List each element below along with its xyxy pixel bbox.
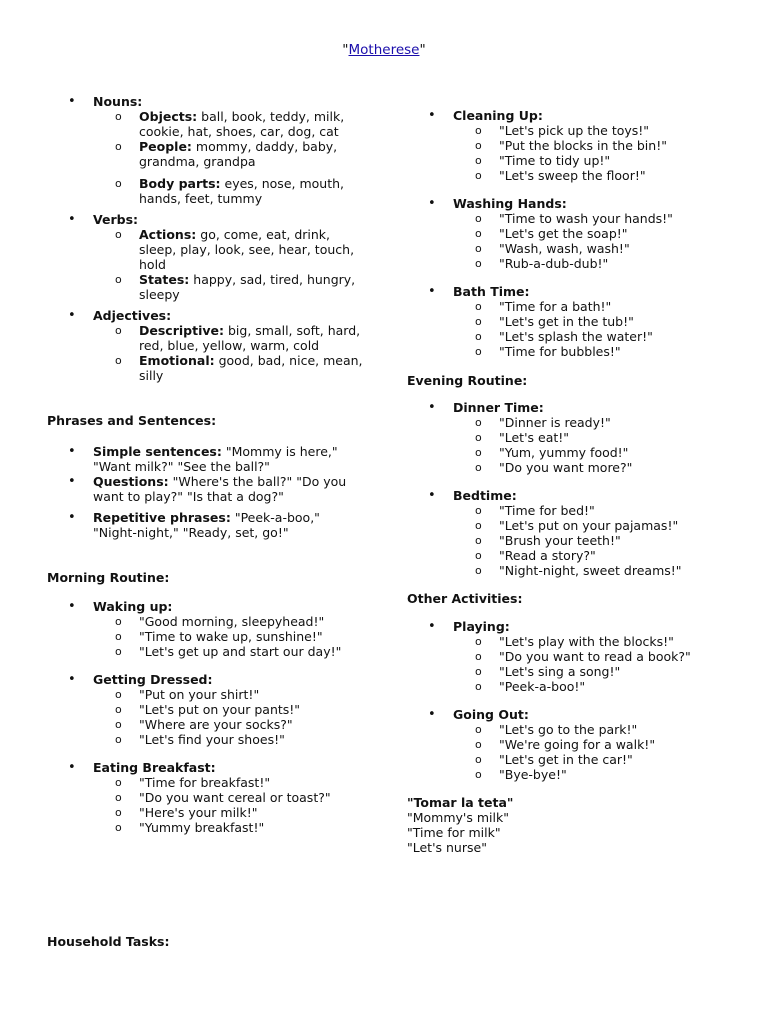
sub-item: o "Time for bubbles!" bbox=[453, 344, 747, 359]
sub-item: o "Bye-bye!" bbox=[453, 767, 747, 782]
sub-item: o "Time to wash your hands!" bbox=[453, 211, 747, 226]
evening-list bbox=[407, 400, 747, 578]
title-link[interactable]: Motherese bbox=[348, 42, 420, 58]
sub-item: o "Here's your milk!" bbox=[93, 805, 367, 820]
sub-item: o "Yummy breakfast!" bbox=[93, 820, 367, 835]
sub-item: o "Let's play with the blocks!" bbox=[453, 634, 747, 649]
sub-item: o "Let's get in the car!" bbox=[453, 752, 747, 767]
sub-item: o "Do you want more?" bbox=[453, 460, 747, 475]
sub-item: o "Time for bed!" bbox=[453, 503, 747, 518]
sub-item: o "Let's sing a song!" bbox=[453, 664, 747, 679]
right-column bbox=[407, 108, 747, 855]
list-item-dinner: • Dinner Time: o "Dinner is ready!" o "Let's eat!" o "Yum, yummy food!" o "Do you want more?" bbox=[407, 400, 747, 475]
sub-item: o "Time for breakfast!" bbox=[93, 775, 367, 790]
list-item-waking: • Waking up: o "Good morning, sleepyhead!" o "Time to wake up, sunshine!" o "Let's get up and start our day!" bbox=[47, 599, 367, 659]
sub-item: o "Let's splash the water!" bbox=[453, 329, 747, 344]
sub-item: o "Let's find your shoes!" bbox=[93, 732, 367, 747]
teta-line: "Let's nurse" bbox=[407, 840, 487, 855]
sub-item: o "Let's put on your pants!" bbox=[93, 702, 367, 717]
sub-item: o Objects: ball, book, teddy, milk, cookie, hat, shoes, car, dog, cat bbox=[93, 109, 367, 139]
sub-item: o "Read a story?" bbox=[453, 548, 747, 563]
sub-item: o "Peek-a-boo!" bbox=[453, 679, 747, 694]
sub-item: o People: mommy, daddy, baby, grandma, grandpa bbox=[93, 139, 367, 169]
sub-item: o "Do you want to read a book?" bbox=[453, 649, 747, 664]
sub-item: o "Put the blocks in the bin!" bbox=[453, 138, 747, 153]
sub-item: o "Wash, wash, wash!" bbox=[453, 241, 747, 256]
sub-item: o "Let's pick up the toys!" bbox=[453, 123, 747, 138]
list-item-going-out: • Going Out: o "Let's go to the park!" o "We're going for a walk!" o "Let's get in the car!" o "Bye-bye!" bbox=[407, 707, 747, 782]
morning-list bbox=[47, 599, 367, 835]
sub-item: o "We're going for a walk!" bbox=[453, 737, 747, 752]
phrases-list bbox=[47, 444, 367, 540]
household-list bbox=[407, 108, 747, 359]
sub-item: o "Rub-a-dub-dub!" bbox=[453, 256, 747, 271]
sub-item: o Emotional: good, bad, nice, mean, silly bbox=[93, 353, 367, 383]
teta-line: "Mommy's milk" bbox=[407, 810, 509, 825]
sub-item: o "Let's get in the tub!" bbox=[453, 314, 747, 329]
sub-item: o "Let's sweep the floor!" bbox=[453, 168, 747, 183]
sub-item: o Body parts: eyes, nose, mouth, hands, feet, tummy bbox=[93, 176, 367, 206]
household-heading: Household Tasks: bbox=[47, 934, 170, 949]
list-item: • Simple sentences: "Mommy is here," "Want milk?" "See the ball?" bbox=[47, 444, 367, 474]
sub-item: o "Brush your teeth!" bbox=[453, 533, 747, 548]
morning-heading: Morning Routine: bbox=[47, 570, 170, 585]
sub-item: o "Let's go to the park!" bbox=[453, 722, 747, 737]
list-item-cleaning: • Cleaning Up: o "Let's pick up the toys!" o "Put the blocks in the bin!" o "Time to tidy up!" o "Let's sweep the floor!" bbox=[407, 108, 747, 183]
list-item-dressed: • Getting Dressed: o "Put on your shirt!" o "Let's put on your pants!" o "Where are your socks?" o "Let's find your shoes!" bbox=[47, 672, 367, 747]
teta-heading: "Tomar la teta" bbox=[407, 795, 514, 810]
list-item: • Repetitive phrases: "Peek-a-boo," "Night-night," "Ready, set, go!" bbox=[47, 510, 367, 540]
sub-item: o Descriptive: big, small, soft, hard, red, blue, yellow, warm, cold bbox=[93, 323, 367, 353]
sub-item: o "Yum, yummy food!" bbox=[453, 445, 747, 460]
evening-heading: Evening Routine: bbox=[407, 373, 528, 388]
sub-item: o "Put on your shirt!" bbox=[93, 687, 367, 702]
sub-item: o "Time for a bath!" bbox=[453, 299, 747, 314]
sub-item: o States: happy, sad, tired, hungry, sleepy bbox=[93, 272, 367, 302]
other-heading: Other Activities: bbox=[407, 591, 523, 606]
list-item-nouns: • Nouns: o Objects: ball, book, teddy, milk, cookie, hat, shoes, car, dog, cat o People: mommy, daddy, baby, grandma, grandpa o Body parts: eyes, nose, mouth, hands, feet, tummy bbox=[47, 94, 367, 206]
left-column bbox=[47, 94, 367, 949]
vocabulary-list bbox=[47, 94, 367, 383]
list-item-playing: • Playing: o "Let's play with the blocks!" o "Do you want to read a book?" o "Let's sing a song!" o "Peek-a-boo!" bbox=[407, 619, 747, 694]
list-item-verbs: • Verbs: o Actions: go, come, eat, drink, sleep, play, look, see, hear, touch, hold o States: happy, sad, tired, hungry, sleepy bbox=[47, 212, 367, 302]
list-item-breakfast: • Eating Breakfast: o "Time for breakfast!" o "Do you want cereal or toast?" o "Here's your milk!" o "Yummy breakfast!" bbox=[47, 760, 367, 835]
list-item: • Questions: "Where's the ball?" "Do you want to play?" "Is that a dog?" bbox=[47, 474, 367, 504]
list-item-washing: • Washing Hands: o "Time to wash your hands!" o "Let's get the soap!" o "Wash, wash, wash!" o "Rub-a-dub-dub!" bbox=[407, 196, 747, 271]
sub-item: o "Time to wake up, sunshine!" bbox=[93, 629, 367, 644]
sub-item: o "Good morning, sleepyhead!" bbox=[93, 614, 367, 629]
phrases-heading: Phrases and Sentences: bbox=[47, 413, 217, 428]
document-title: "Motherese" bbox=[342, 42, 426, 58]
list-item-adjectives: • Adjectives: o Descriptive: big, small, soft, hard, red, blue, yellow, warm, cold o Emotional: good, bad, nice, mean, silly bbox=[47, 308, 367, 383]
sub-item: o "Night-night, sweet dreams!" bbox=[453, 563, 747, 578]
list-item-bedtime: • Bedtime: o "Time for bed!" o "Let's put on your pajamas!" o "Brush your teeth!" o "Read a story?" o "Night-night, sweet dreams!" bbox=[407, 488, 747, 578]
sub-item: o Actions: go, come, eat, drink, sleep, play, look, see, hear, touch, hold bbox=[93, 227, 367, 272]
sub-item: o "Let's get the soap!" bbox=[453, 226, 747, 241]
list-item-bath: • Bath Time: o "Time for a bath!" o "Let's get in the tub!" o "Let's splash the water!" o "Time for bubbles!" bbox=[407, 284, 747, 359]
sub-item: o "Let's eat!" bbox=[453, 430, 747, 445]
sub-item: o "Dinner is ready!" bbox=[453, 415, 747, 430]
sub-item: o "Let's get up and start our day!" bbox=[93, 644, 367, 659]
sub-item: o "Do you want cereal or toast?" bbox=[93, 790, 367, 805]
sub-item: o "Time to tidy up!" bbox=[453, 153, 747, 168]
other-list bbox=[407, 619, 747, 782]
sub-item: o "Let's put on your pajamas!" bbox=[453, 518, 747, 533]
teta-line: "Time for milk" bbox=[407, 825, 501, 840]
sub-item: o "Where are your socks?" bbox=[93, 717, 367, 732]
